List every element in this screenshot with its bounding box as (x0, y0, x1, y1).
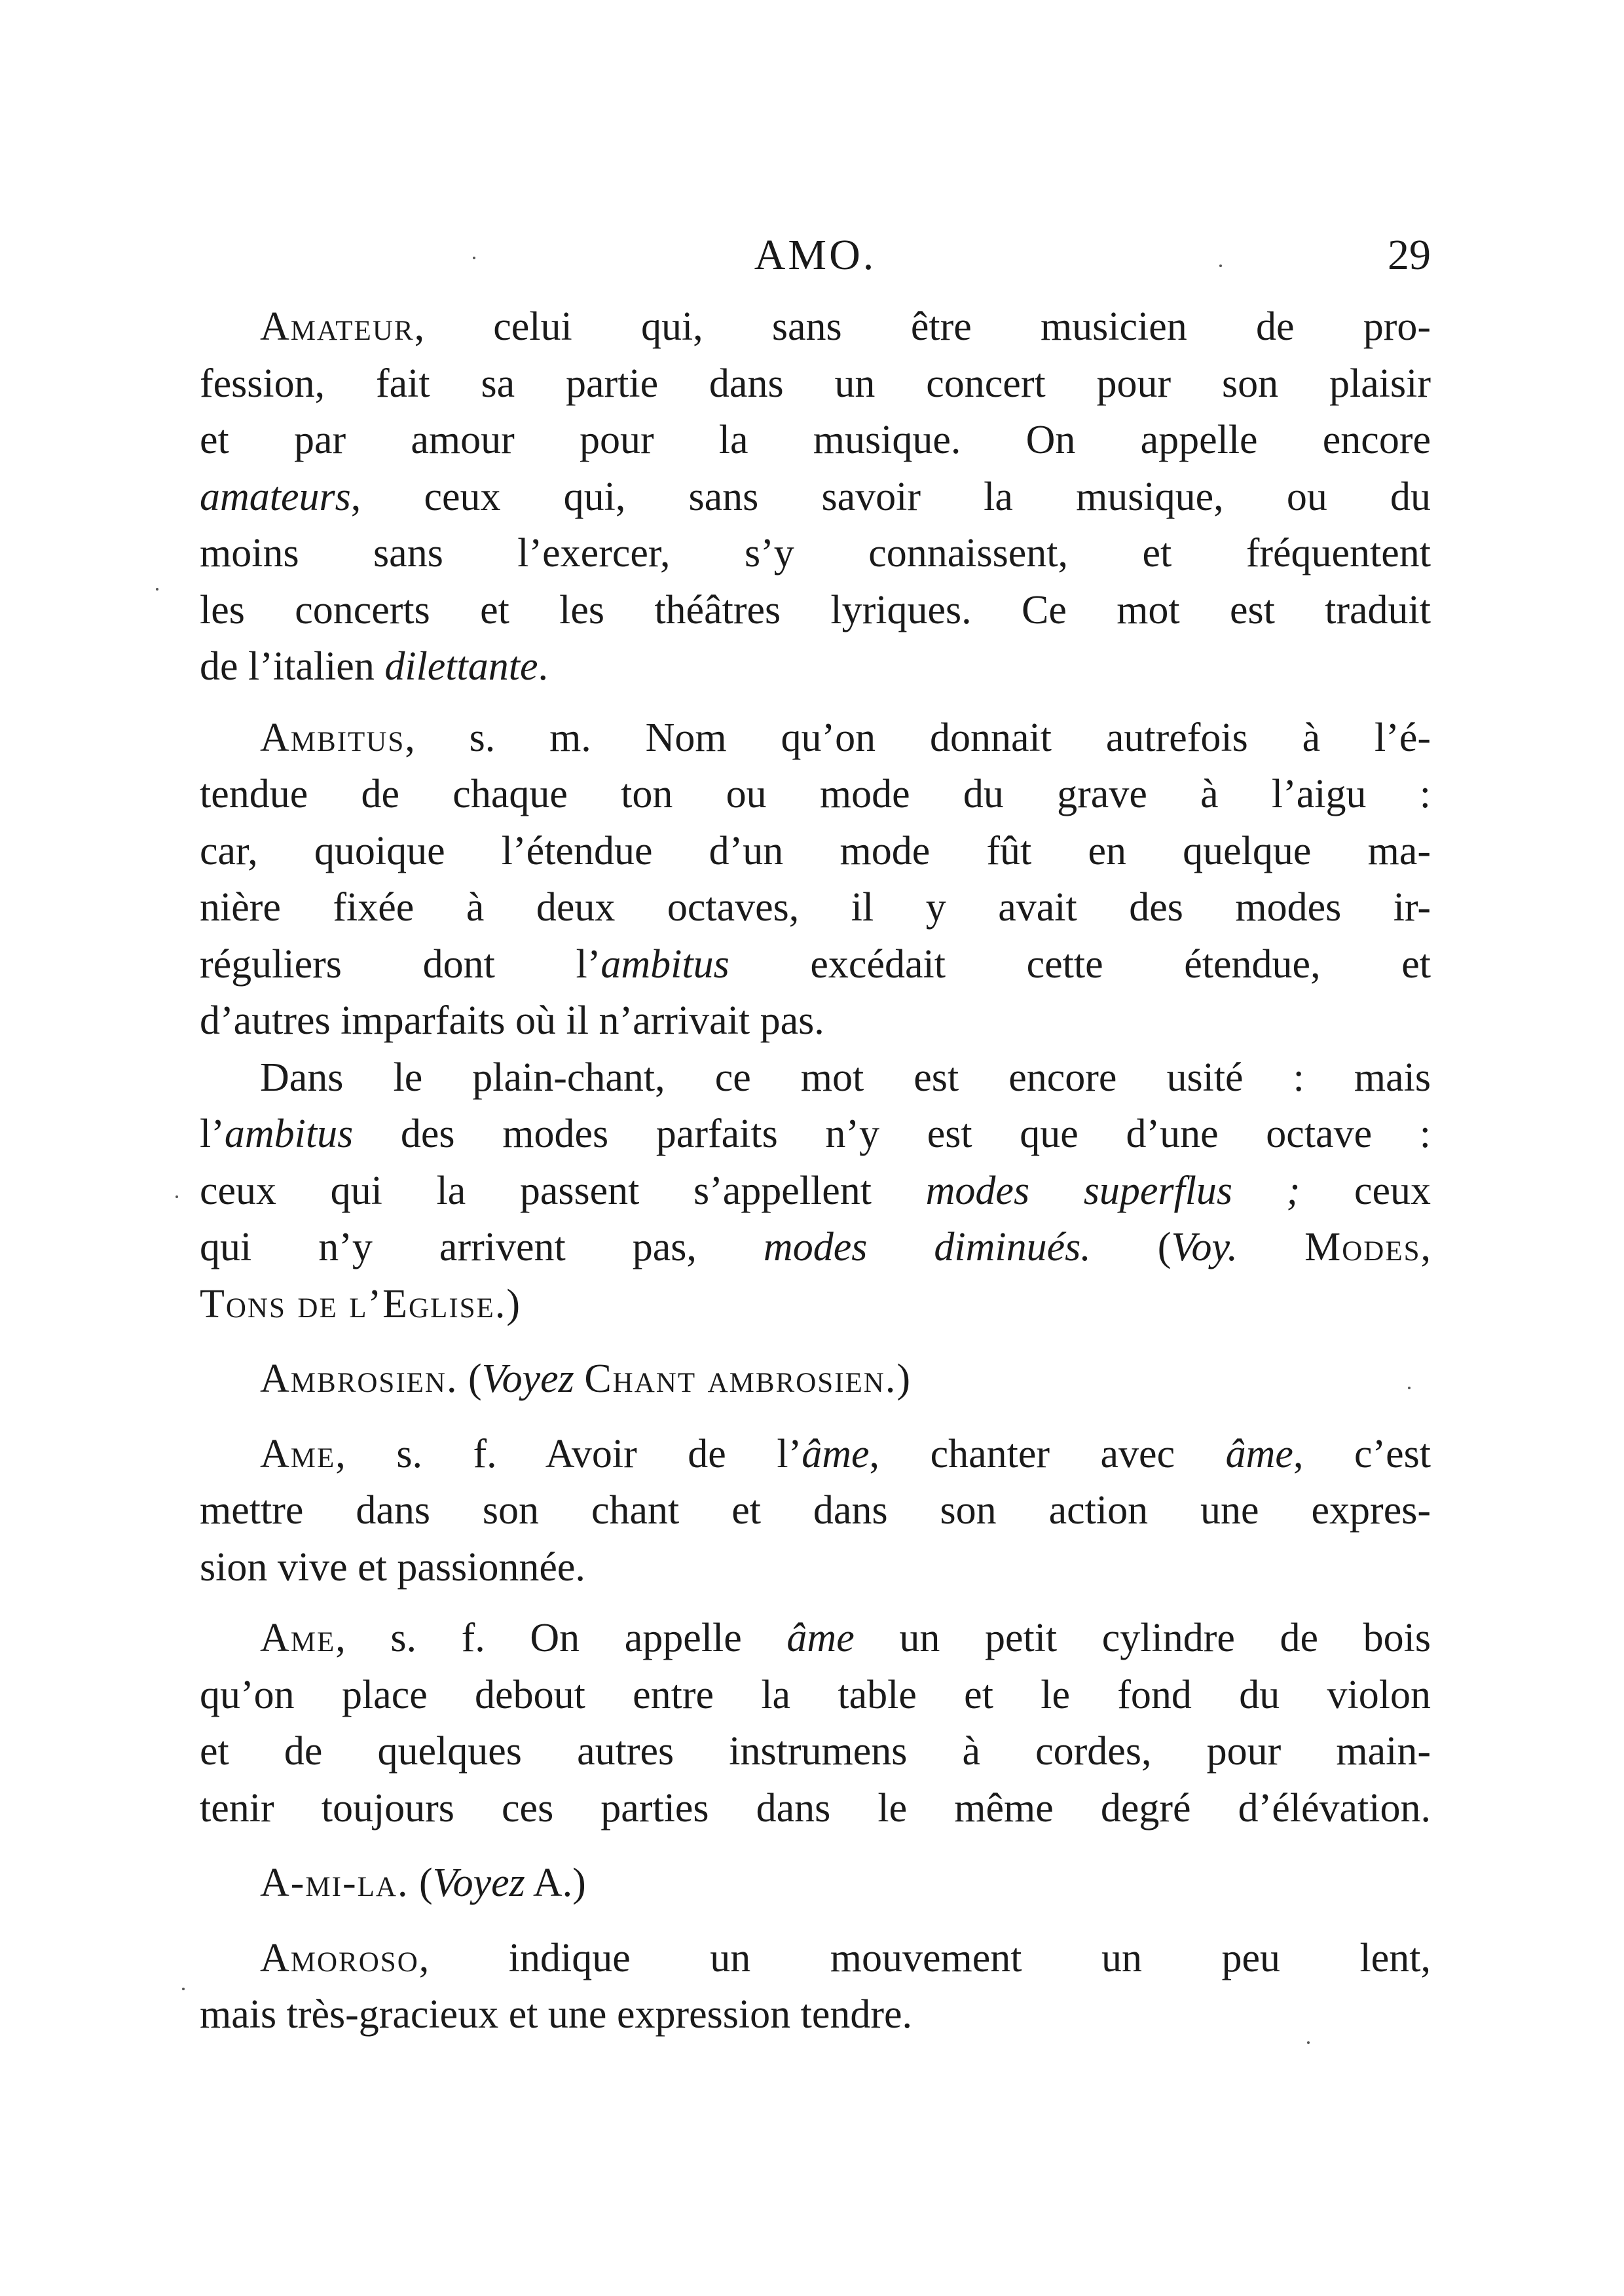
page-number: 29 (1388, 231, 1431, 279)
plainchant-line-2: l’ambitus des modes parfaits n’y est que d’une octave : (200, 1112, 1431, 1156)
scan-speck (1408, 1387, 1411, 1389)
entry-ame-2-line-4: tenir toujours ces parties dans le même degré d’élévation. (200, 1785, 1431, 1831)
entry-ambitus-line-4: nière fixée à deux octaves, il y avait des modes ir- (200, 885, 1431, 930)
scan-speck (175, 1195, 178, 1198)
entry-term: Amateur (260, 304, 415, 349)
plainchant-line-4: qui n’y arrivent pas, modes diminués. (Voy. Modes, (200, 1225, 1431, 1269)
scan-speck (1219, 264, 1222, 267)
entry-ambitus-line-1: Ambitus, s. m. Nom qu’on donnait autrefois à l’é- (260, 715, 1431, 760)
entry-ame-1-line-2: mettre dans son chant et dans son action une expres- (200, 1488, 1431, 1533)
entry-ambitus-line-2: tendue de chaque ton ou mode du grave à l’aigu : (200, 772, 1431, 816)
entry-amateur-line-4: amateurs, ceux qui, sans savoir la musique, ou du (200, 474, 1431, 519)
entry-term: Amoroso (260, 1935, 419, 1980)
entry-amoroso-line-2: mais très-gracieux et une expression tendre. (200, 1992, 913, 2037)
scan-speck (1307, 2041, 1310, 2044)
running-head: AMO. (754, 231, 877, 279)
entry-ame-1-line-1: Ame, s. f. Avoir de l’âme, chanter avec âme, c’est (260, 1431, 1431, 1476)
entry-amateur-line-2: fession, fait sa partie dans un concert pour son plaisir (200, 361, 1431, 406)
entry-amateur-line-7: de l’italien dilettante. (200, 644, 549, 689)
plainchant-line-1: Dans le plain-chant, ce mot est encore usité : mais (260, 1055, 1431, 1100)
entry-amateur-line-1: Amateur, celui qui, sans être musicien de pro- (260, 304, 1431, 349)
entry-amateur-line-6: les concerts et les théâtres lyriques. Ce mot est traduit (200, 587, 1431, 632)
dictionary-text (200, 299, 1431, 2043)
entry-amoroso-line-1: Amoroso, indique un mouvement un peu lent, (260, 1935, 1431, 1980)
entry-ambitus-line-3: car, quoique l’étendue d’un mode fût en quelque ma- (200, 828, 1431, 873)
entry-term: A-mi-la. (260, 1861, 409, 1905)
entry-ame-1-line-3: sion vive et passionnée. (200, 1544, 585, 1590)
entry-term: Ambrosien. (260, 1357, 458, 1401)
entry-amateur-line-5: moins sans l’exercer, s’y connaissent, et fréquentent (200, 531, 1431, 575)
plainchant-line-5: Tons de l’Eglise.) (200, 1281, 520, 1326)
entry-ambitus-line-6: d’autres imparfaits où il n’arrivait pas. (200, 998, 824, 1043)
page-header (200, 230, 1431, 289)
entry-ame-2-line-3: et de quelques autres instrumens à cordes, pour main- (200, 1729, 1431, 1774)
entry-term: Ambitus (260, 715, 405, 760)
scan-speck (156, 588, 158, 591)
entry-term: Ame (260, 1431, 336, 1476)
plainchant-line-3: ceux qui la passent s’appellent modes superflus ; ceux (200, 1168, 1431, 1213)
scan-speck (473, 257, 475, 259)
entry-ame-2-line-1: Ame, s. f. On appelle âme un petit cylindre de bois (260, 1616, 1431, 1660)
entry-amateur-line-3: et par amour pour la musique. On appelle encore (200, 418, 1431, 462)
scan-speck (182, 1988, 185, 1990)
entry-a-mi-la: A-mi-la. (Voyez A.) (260, 1861, 586, 1905)
entry-ambitus-line-5: réguliers dont l’ambitus excédait cette étendue, et (200, 941, 1431, 987)
entry-term: Ame (260, 1616, 336, 1660)
entry-ambrosien: Ambrosien. (Voyez Chant ambrosien.) (260, 1357, 911, 1401)
entry-ame-2-line-2: qu’on place debout entre la table et le fond du violon (200, 1672, 1431, 1717)
